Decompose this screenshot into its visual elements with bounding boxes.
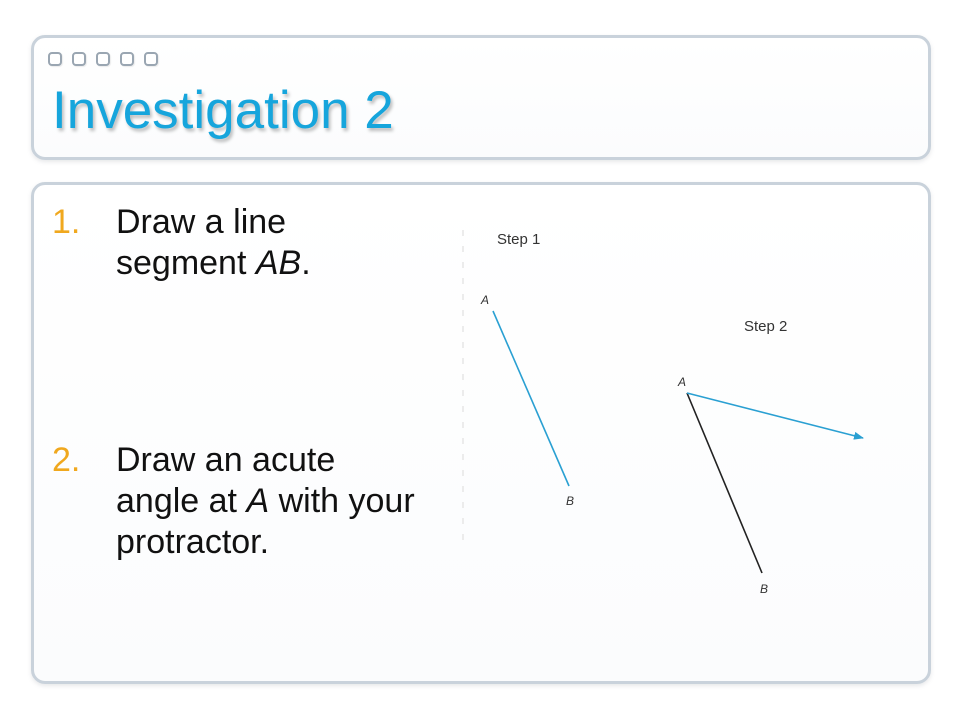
step2-point-b-label: B [760, 582, 769, 596]
step2-point-a-label: A [678, 375, 687, 389]
step1-point-b-label: B [566, 494, 575, 508]
step-number: 2. [52, 441, 81, 479]
square-icon [48, 52, 62, 66]
step2-ray [687, 393, 863, 438]
square-icon [96, 52, 110, 66]
decorative-squares [48, 52, 158, 66]
step1-segment-ab [493, 311, 569, 486]
step2-segment-ab [687, 393, 762, 573]
square-icon [120, 52, 134, 66]
step-text: Draw an acute angle at A with your protractor. [116, 441, 415, 561]
step-number: 1. [52, 203, 81, 241]
square-icon [144, 52, 158, 66]
slide-title: Investigation 2 [52, 81, 394, 140]
step2-label: Step 2 [744, 318, 788, 335]
square-icon [72, 52, 86, 66]
step1-point-a-label: A [481, 293, 490, 307]
step1-label: Step 1 [497, 231, 541, 248]
construction-figure [440, 200, 900, 620]
step-text: Draw a line segment AB. [116, 203, 311, 282]
